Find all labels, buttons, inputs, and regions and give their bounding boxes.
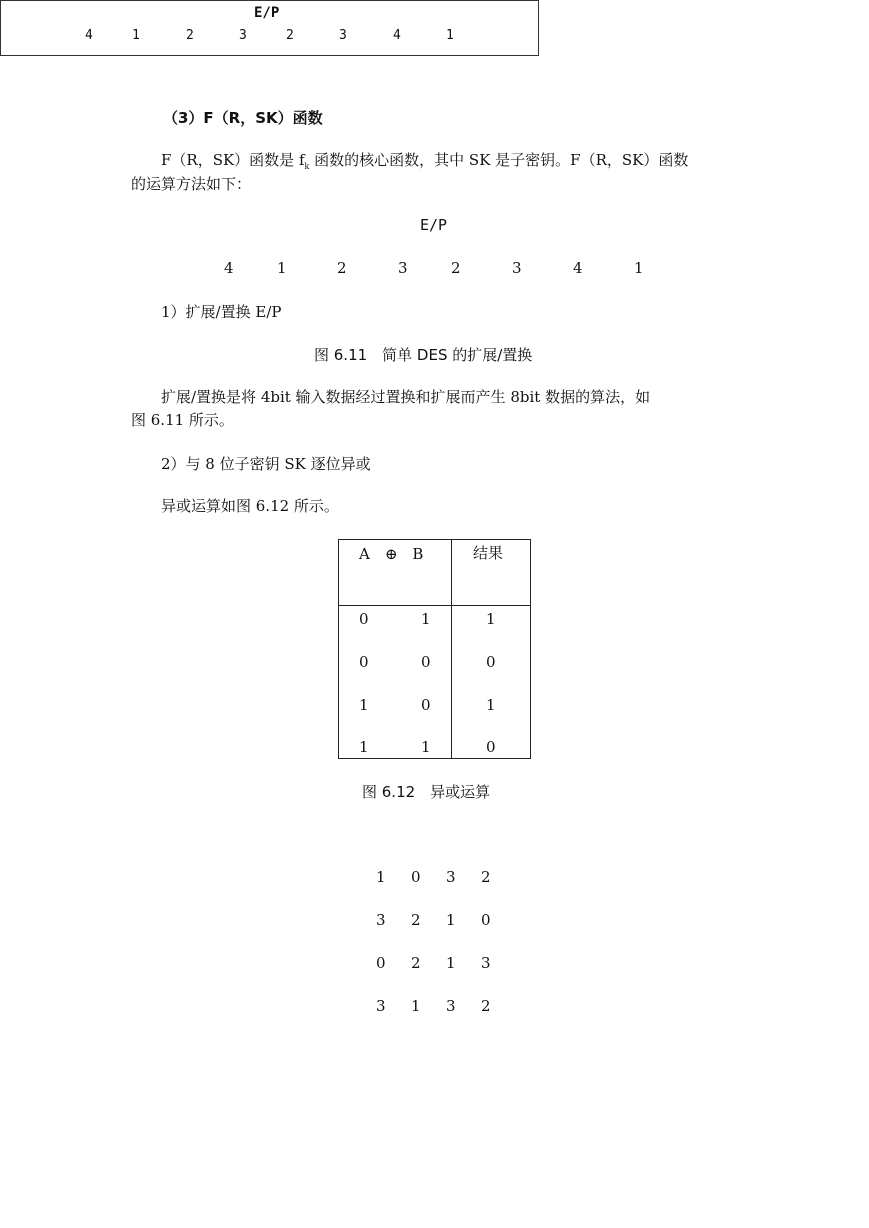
para-3: 异或运算如图 6.12 所示。: [161, 497, 339, 515]
xor-header-inputs: A ⊕ B: [359, 545, 424, 563]
top-ep-value: 4: [85, 28, 93, 43]
xor-cell-result: 1: [486, 696, 496, 714]
sbox-cell: 3: [376, 997, 386, 1015]
sbox-cell: 3: [376, 911, 386, 929]
top-ep-title: E/P: [254, 5, 280, 21]
top-ep-value: 4: [393, 28, 401, 43]
sbox-cell: 3: [446, 997, 456, 1015]
sbox-cell: 2: [481, 868, 491, 886]
xor-cell-result: 0: [486, 738, 496, 756]
sbox-cell: 1: [446, 911, 456, 929]
xor-header-result: 结果: [473, 544, 504, 562]
intro-subscript: k: [304, 162, 310, 171]
xor-cell-b: 1: [421, 610, 431, 628]
ep-title: E/P: [420, 216, 448, 234]
sbox-cell: 0: [481, 911, 491, 929]
xor-cell-b: 1: [421, 738, 431, 756]
sbox-cell: 3: [481, 954, 491, 972]
sbox-cell: 0: [411, 868, 421, 886]
sbox-cell: 2: [411, 954, 421, 972]
intro-line-1-post: 函数的核心函数，其中 SK 是子密钥。F（R，SK）函数: [309, 151, 689, 169]
ep-value: 3: [398, 259, 408, 277]
sbox-cell: 1: [411, 997, 421, 1015]
sbox-cell: 1: [376, 868, 386, 886]
top-ep-value: 3: [339, 28, 347, 43]
xor-cell-a: 0: [359, 610, 369, 628]
sbox-cell: 3: [446, 868, 456, 886]
intro-line-1-pre: F（R，SK）函数是 f: [161, 151, 305, 169]
para-2-line-2: 图 6.11 所示。: [131, 411, 234, 429]
ep-value: 3: [512, 259, 522, 277]
xor-cell-result: 1: [486, 610, 496, 628]
xor-table: [338, 539, 531, 759]
top-ep-value: 2: [286, 28, 294, 43]
top-ep-value: 2: [186, 28, 194, 43]
xor-cell-a: 0: [359, 653, 369, 671]
xor-cell-b: 0: [421, 696, 431, 714]
figure-6-12-caption: 图 6.12 异或运算: [362, 783, 491, 801]
sbox-cell: 2: [481, 997, 491, 1015]
ep-value: 2: [451, 259, 461, 277]
figure-6-11-caption: 图 6.11 简单 DES 的扩展/置换: [314, 346, 533, 364]
xor-cell-a: 1: [359, 738, 369, 756]
sbox-cell: 0: [376, 954, 386, 972]
section-heading: （3）F（R，SK）函数: [163, 109, 323, 127]
xor-cell-result: 0: [486, 653, 496, 671]
ep-value: 1: [277, 259, 287, 277]
xor-table-header-rule: [339, 605, 530, 606]
top-ep-value: 1: [446, 28, 454, 43]
sbox-cell: 1: [446, 954, 456, 972]
xor-cell-a: 1: [359, 696, 369, 714]
xor-cell-b: 0: [421, 653, 431, 671]
ep-value: 1: [634, 259, 644, 277]
top-ep-value: 1: [132, 28, 140, 43]
xor-table-divider: [451, 540, 452, 758]
top-ep-table: [0, 0, 539, 56]
ep-value: 4: [224, 259, 234, 277]
step-2-label: 2）与 8 位子密钥 SK 逐位异或: [161, 455, 371, 473]
ep-value: 4: [573, 259, 583, 277]
intro-line-2: 的运算方法如下：: [131, 175, 252, 193]
top-ep-value: 3: [239, 28, 247, 43]
step-1-label: 1）扩展/置换 E/P: [161, 303, 282, 321]
para-2-line-1: 扩展/置换是将 4bit 输入数据经过置换和扩展而产生 8bit 数据的算法，如: [161, 388, 651, 406]
sbox-cell: 2: [411, 911, 421, 929]
ep-value: 2: [337, 259, 347, 277]
